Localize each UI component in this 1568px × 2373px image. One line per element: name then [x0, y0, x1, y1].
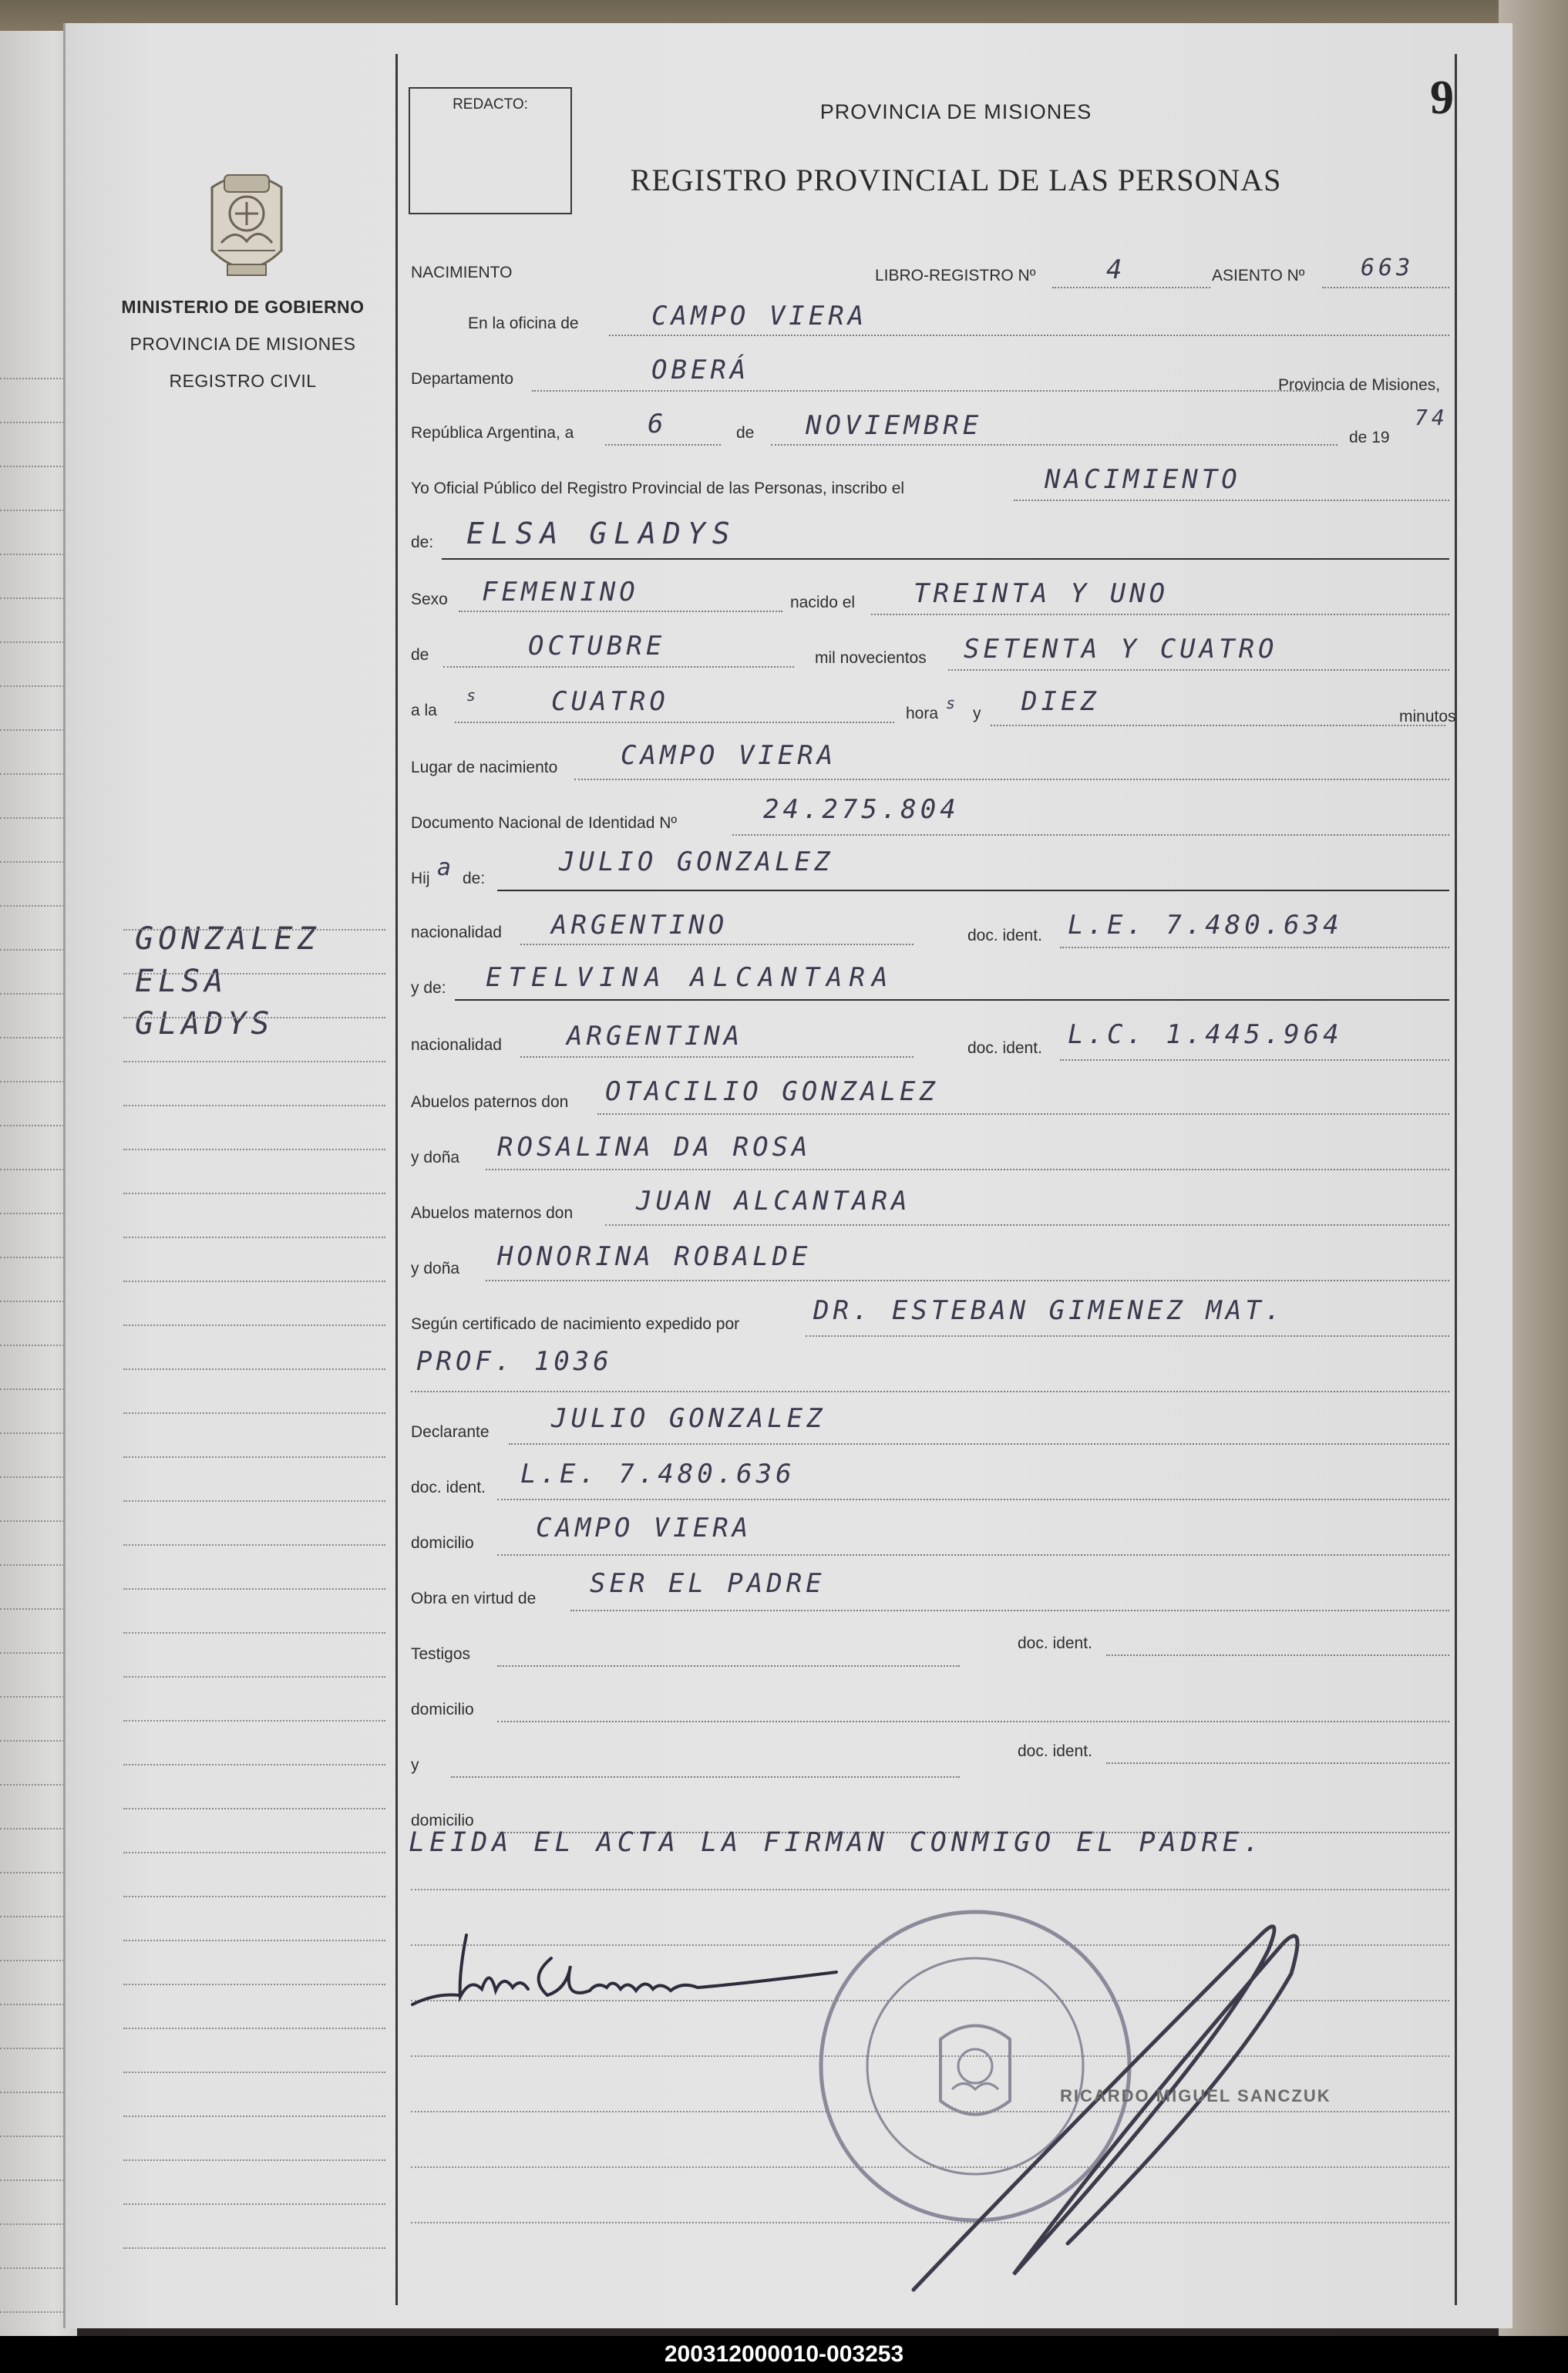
redacto-label: REDACTO: — [453, 96, 528, 113]
declarante-doc-label: doc. ident. — [411, 1479, 486, 1496]
ruled-line — [123, 1896, 385, 1897]
abuela-materna-line — [486, 1280, 1449, 1281]
abuelo-paterno-line — [597, 1113, 1449, 1115]
padre-line — [497, 890, 1449, 891]
libro-number: 4 — [1106, 254, 1126, 285]
nacimiento-label: NACIMIENTO — [411, 264, 513, 281]
abuelos-maternos-label: Abuelos maternos don — [411, 1204, 574, 1222]
ministry-name: MINISTERIO DE GOBIERNO — [121, 297, 365, 317]
ruled-line — [0, 1740, 73, 1742]
ruled-line — [123, 2247, 385, 2249]
documento-label: Documento Nacional de Identidad Nº — [411, 814, 678, 832]
ruled-line — [0, 817, 73, 819]
madre-label: y de: — [411, 979, 446, 997]
margin-province: PROVINCIA DE MISIONES — [130, 334, 356, 354]
ruled-line — [0, 2179, 73, 2181]
padre-value: JULIO GONZALEZ — [559, 847, 834, 877]
hora-suffix: s — [466, 686, 477, 705]
ruled-line — [0, 1476, 73, 1478]
testigo-2-doc-line — [1106, 1762, 1449, 1764]
obra-virtud-label: Obra en virtud de — [411, 1590, 537, 1607]
horas-plural: s — [946, 694, 957, 712]
ruled-line — [0, 1520, 73, 1522]
madre-doc-line — [1060, 1059, 1449, 1061]
ruled-line — [123, 1764, 385, 1765]
nacido-dia-line — [871, 614, 1449, 615]
ruled-line — [0, 1564, 73, 1566]
ruled-line — [0, 1037, 73, 1038]
testigo-2-label: y — [411, 1756, 419, 1774]
ruled-line — [123, 929, 385, 931]
libro-line — [1052, 287, 1210, 288]
testigo-2-domicilio-label: domicilio — [411, 1812, 474, 1829]
oficina-label: En la oficina de — [468, 315, 579, 332]
mes-line — [771, 444, 1338, 446]
ruled-line — [0, 1345, 73, 1346]
margin-surname: GONZALEZ — [135, 921, 321, 957]
sexo-value: FEMENINO — [482, 577, 639, 608]
ruled-line — [0, 1916, 73, 1917]
province-crest-icon — [189, 158, 305, 289]
obra-virtud-line — [570, 1610, 1449, 1611]
nacido-el-label: nacido el — [790, 594, 856, 611]
ruled-line — [0, 1257, 73, 1258]
ruled-line — [0, 1213, 73, 1214]
nacido-mes-value: OCTUBRE — [528, 631, 666, 661]
form-border-right — [1455, 54, 1457, 2305]
hora-value: CUATRO — [551, 686, 669, 717]
ruled-line — [123, 1368, 385, 1370]
nacido-dia-value: TREINTA Y UNO — [914, 578, 1169, 609]
ruled-line — [0, 554, 73, 555]
ruled-line — [123, 1588, 385, 1590]
testigo-1-line — [497, 1665, 960, 1667]
ruled-line — [0, 949, 73, 951]
ruled-line — [0, 1125, 73, 1126]
abuela-materna-value: HONORINA ROBALDE — [497, 1241, 812, 1272]
de-mes-label: de — [736, 424, 755, 442]
ruled-line — [0, 2311, 73, 2313]
ruled-line — [0, 378, 73, 379]
declarante-doc-line — [497, 1499, 1449, 1500]
margin-registry: REGISTRO CIVIL — [169, 371, 317, 391]
ruled-line — [0, 1872, 73, 1873]
republica-label: República Argentina, a — [411, 424, 574, 442]
ruled-line — [0, 993, 73, 995]
certificado-prof-value: PROF. 1036 — [416, 1346, 613, 1377]
abuela-materna-label: y doña — [411, 1260, 460, 1277]
departamento-value: OBERÁ — [651, 355, 750, 385]
testigo-2-doc-label: doc. ident. — [1018, 1742, 1092, 1760]
mil-novecientos-label: mil novecientos — [815, 649, 927, 667]
testigo-1-domicilio-line — [497, 1721, 1449, 1722]
y-label: y — [973, 705, 981, 722]
ruled-line — [0, 1388, 73, 1390]
ruled-line — [0, 422, 73, 423]
nombre-value: ELSA GLADYS — [466, 517, 737, 550]
documento-line — [732, 834, 1449, 836]
ruled-line — [0, 1784, 73, 1786]
hijo-label: Hij — [411, 870, 430, 887]
minutos-label: minutos — [1399, 708, 1456, 725]
ruled-line — [0, 2267, 73, 2269]
ruled-line — [0, 685, 73, 687]
minutos-line — [991, 725, 1445, 726]
hijo-suffix: a — [437, 854, 453, 881]
madre-value: ETELVINA ALCANTARA — [486, 962, 895, 993]
ruled-line — [0, 2092, 73, 2093]
hora-line — [455, 722, 894, 723]
ruled-line — [123, 2203, 385, 2205]
ruled-line — [0, 1828, 73, 1829]
minutos-value: DIEZ — [1021, 686, 1100, 717]
ruled-line — [0, 1169, 73, 1170]
register-page — [63, 23, 1512, 2328]
anio-value: 74 — [1415, 405, 1449, 430]
ruled-line — [0, 1960, 73, 1961]
madre-nacionalidad-value: ARGENTINA — [567, 1021, 744, 1052]
ruled-line — [0, 2136, 73, 2137]
ruled-line — [123, 1852, 385, 1853]
testigo-1-doc-line — [1106, 1654, 1449, 1656]
de-19-label: de 19 — [1349, 429, 1390, 446]
padre-nacionalidad-label: nacionalidad — [411, 924, 502, 941]
certificado-value: DR. ESTEBAN GIMENEZ MAT. — [813, 1295, 1285, 1326]
padre-doc-line — [1060, 947, 1449, 948]
ruled-line — [0, 1432, 73, 1434]
madre-nacionalidad-label: nacionalidad — [411, 1036, 502, 1054]
nombre-line — [442, 558, 1449, 560]
ruled-line — [123, 1149, 385, 1150]
ruled-line — [123, 1720, 385, 1722]
declarante-line — [509, 1443, 1449, 1445]
ruled-line — [123, 1632, 385, 1634]
ruled-line — [123, 1808, 385, 1809]
ruled-line — [123, 1281, 385, 1282]
acto-line — [1014, 500, 1449, 501]
ruled-line — [0, 905, 73, 907]
nacido-mes-line — [443, 666, 794, 668]
mes-value: NOVIEMBRE — [806, 410, 983, 441]
horas-label: hora — [906, 705, 939, 722]
nacido-anio-value: SETENTA Y CUATRO — [964, 634, 1278, 665]
testigo-1-doc-label: doc. ident. — [1018, 1634, 1092, 1652]
image-id-footer: 200312000010-003253 — [0, 2336, 1568, 2373]
libro-registro-label: LIBRO-REGISTRO Nº — [875, 267, 1036, 284]
certificado-line-2 — [411, 1391, 1449, 1392]
acto-value: NACIMIENTO — [1045, 464, 1241, 495]
margin-column — [66, 23, 395, 2328]
ruled-line — [0, 2004, 73, 2005]
obra-virtud-value: SER EL PADRE — [590, 1568, 826, 1599]
official-name: RICARDO MIGUEL SANCZUK — [1060, 2086, 1331, 2105]
nombre-label: de: — [411, 534, 434, 551]
asiento-line — [1322, 287, 1449, 288]
ruled-line — [123, 1061, 385, 1062]
nacido-anio-line — [948, 669, 1449, 671]
ruled-line — [0, 597, 73, 599]
ruled-line — [0, 729, 73, 731]
certificado-label: Según certificado de nacimiento expedido por — [411, 1315, 740, 1333]
madre-doc-label: doc. ident. — [967, 1039, 1042, 1057]
ruled-line — [123, 1237, 385, 1238]
declarante-domicilio-line — [497, 1554, 1449, 1556]
page-number: 9 — [1430, 72, 1454, 124]
certificado-line — [806, 1335, 1449, 1337]
ruled-line — [123, 1193, 385, 1194]
ruled-line — [0, 466, 73, 467]
sexo-line — [459, 611, 782, 612]
madre-doc-value: L.C. 1.445.964 — [1068, 1019, 1343, 1050]
cierre-text: LEIDA EL ACTA LA FIRMAN CONMIGO EL PADRE. — [409, 1827, 1264, 1858]
ruled-line — [123, 1017, 385, 1018]
ruled-line — [0, 1696, 73, 1698]
declarante-domicilio-value: CAMPO VIERA — [536, 1513, 752, 1543]
padre-doc-label: doc. ident. — [967, 927, 1042, 944]
abuelo-materno-value: JUAN ALCANTARA — [636, 1186, 911, 1217]
dia-line — [605, 444, 721, 446]
header-province: PROVINCIA DE MISIONES — [819, 100, 1092, 123]
ruled-line — [0, 2223, 73, 2225]
ruled-line — [0, 510, 73, 511]
ruled-line — [123, 1105, 385, 1106]
abuelo-materno-line — [605, 1224, 1449, 1226]
declarante-label: Declarante — [411, 1423, 490, 1441]
padre-nacionalidad-value: ARGENTINO — [551, 910, 728, 941]
ruled-line — [123, 1984, 385, 1985]
abuelos-paternos-label: Abuelos paternos don — [411, 1093, 569, 1111]
lugar-line — [574, 779, 1449, 780]
oficina-value: CAMPO VIERA — [651, 301, 868, 332]
ruled-line — [123, 2028, 385, 2029]
ruled-line — [0, 641, 73, 643]
ruled-line — [0, 861, 73, 863]
hijo-de-label: de: — [463, 870, 486, 887]
declarante-domicilio-label: domicilio — [411, 1534, 474, 1552]
redacto-box — [409, 87, 572, 214]
ruled-line — [0, 1652, 73, 1654]
declarante-value: JULIO GONZALEZ — [551, 1403, 826, 1434]
ruled-line — [123, 1676, 385, 1678]
ruled-line — [123, 2072, 385, 2073]
de-nacido-mes-label: de — [411, 646, 429, 664]
ruled-line — [123, 1456, 385, 1458]
departamento-line — [532, 390, 1322, 392]
ruled-line — [123, 1940, 385, 1941]
oficina-line — [609, 335, 1449, 336]
page-title: REGISTRO PROVINCIAL DE LAS PERSONAS — [630, 163, 1282, 197]
ruled-line — [123, 1544, 385, 1546]
ruled-line — [0, 1608, 73, 1610]
ruled-line — [123, 973, 385, 974]
ruled-line — [123, 1325, 385, 1326]
testigo-1-domicilio-label: domicilio — [411, 1701, 474, 1718]
ruled-line — [123, 1412, 385, 1414]
declarante-doc-value: L.E. 7.480.636 — [520, 1459, 796, 1489]
sexo-label: Sexo — [411, 591, 448, 608]
yo-oficial-label: Yo Oficial Público del Registro Provincial de las Personas, inscribo el — [411, 480, 905, 497]
ruled-line — [123, 2159, 385, 2161]
ruled-line — [0, 2048, 73, 2049]
ruled-line — [0, 773, 73, 775]
a-la-label: a la — [411, 702, 437, 719]
dni-value: 24.275.804 — [763, 794, 960, 825]
abuelo-paterno-value: OTACILIO GONZALEZ — [605, 1076, 939, 1107]
testigos-label: Testigos — [411, 1645, 471, 1663]
margin-first-name: ELSA — [135, 964, 228, 999]
abuela-paterna-line — [486, 1169, 1449, 1170]
madre-line — [455, 999, 1449, 1001]
testigo-2-line — [451, 1776, 960, 1778]
provincia-misiones-label: Provincia de Misiones, — [1278, 376, 1441, 394]
asiento-number: 663 — [1361, 254, 1415, 281]
ruled-line — [0, 1301, 73, 1302]
asiento-label: ASIENTO Nº — [1212, 267, 1305, 284]
ruled-line — [0, 1081, 73, 1082]
margin-second-name: GLADYS — [135, 1006, 274, 1042]
padre-doc-value: L.E. 7.480.634 — [1068, 910, 1343, 941]
lugar-label: Lugar de nacimiento — [411, 759, 558, 776]
abuela-paterna-label: y doña — [411, 1149, 460, 1166]
dia-value: 6 — [648, 409, 668, 439]
abuela-paterna-value: ROSALINA DA ROSA — [497, 1132, 812, 1163]
madre-nacionalidad-line — [520, 1056, 914, 1058]
padre-nacionalidad-line — [520, 944, 914, 945]
ruled-line — [123, 1500, 385, 1502]
ruled-line — [123, 2116, 385, 2117]
form-border-left — [395, 54, 398, 2305]
lugar-value: CAMPO VIERA — [621, 740, 837, 771]
departamento-label: Departamento — [411, 370, 514, 388]
